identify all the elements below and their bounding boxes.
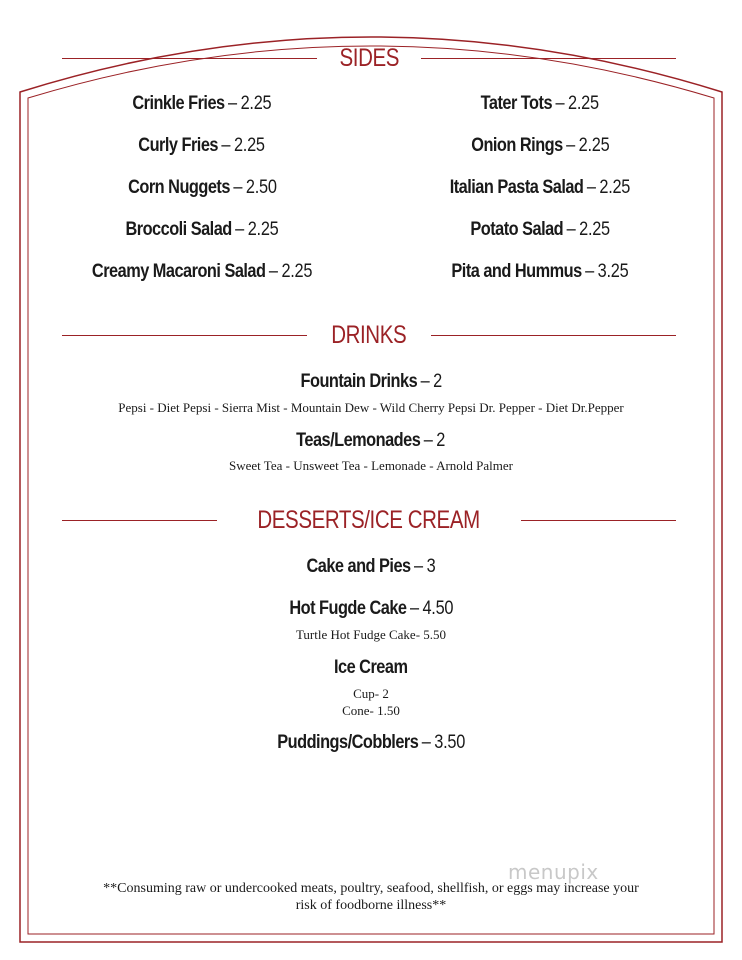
menu-item-corn-nuggets	[30, 177, 374, 199]
item-dash: –	[414, 556, 424, 577]
item-name: Creamy Macaroni Salad	[91, 261, 266, 282]
item-name: Broccoli Salad	[125, 219, 232, 240]
item-dash: –	[268, 261, 278, 282]
item-name: Teas/Lemonades	[296, 430, 421, 451]
item-price: 2.25	[578, 219, 610, 240]
sides-header	[62, 44, 676, 73]
item-dash: –	[409, 598, 419, 619]
item-dash: –	[228, 93, 238, 114]
item-name: Potato Salad	[470, 219, 564, 240]
food-safety-disclaimer	[60, 880, 682, 914]
item-name: Italian Pasta Salad	[449, 177, 584, 198]
item-dash: –	[585, 261, 595, 282]
menu-item-teas-lemonades	[0, 430, 742, 452]
menu-item-pita-and-hummus	[368, 261, 712, 283]
item-name: Puddings/Cobblers	[277, 732, 419, 753]
item-price: 2.50	[245, 177, 277, 198]
item-price: 2.25	[599, 177, 631, 198]
menu-item-fountain-drinks	[0, 371, 742, 393]
menu-item-creamy-macaroni-salad	[30, 261, 374, 283]
sides-title: SIDES	[339, 44, 399, 72]
item-price: 3	[426, 556, 436, 577]
menu-item-puddings-cobblers	[0, 732, 742, 754]
disclaimer-line-2: risk of foodborne illness**	[295, 898, 447, 913]
item-name: Hot Fugde Cake	[289, 598, 407, 619]
item-price: 2.25	[578, 135, 610, 156]
item-price: 4.50	[422, 598, 453, 619]
item-dash: –	[221, 135, 232, 156]
item-dash: –	[566, 219, 576, 240]
item-name: Fountain Drinks	[300, 371, 417, 392]
menu-item-onion-rings	[368, 135, 712, 157]
menu-item-tater-tots	[368, 93, 712, 115]
item-dash: –	[424, 430, 434, 451]
desserts-header	[62, 506, 676, 535]
menu-item-hot-fudge-cake	[0, 598, 742, 620]
item-name: Tater Tots	[480, 93, 553, 114]
item-name: Cake and Pies	[306, 556, 411, 577]
ice-cream-cone-price: Cone- 1.50	[342, 703, 400, 718]
item-dash: –	[420, 371, 430, 392]
menu-item-potato-salad	[368, 219, 712, 241]
menupix-watermark: menupix	[508, 860, 599, 884]
item-name: Crinkle Fries	[132, 93, 225, 114]
item-dash: –	[565, 135, 575, 156]
item-price: 2.25	[240, 93, 272, 114]
disclaimer-line-1: **Consuming raw or undercooked meats, poultry, seafood, shellfish, or eggs may increase your	[103, 881, 639, 896]
menu-item-ice-cream	[0, 657, 742, 679]
item-price: 3.25	[597, 261, 629, 282]
item-name: Ice Cream	[334, 657, 408, 678]
item-price: 2.25	[234, 135, 266, 156]
divider-left	[62, 58, 317, 60]
menu-item-broccoli-salad	[30, 219, 374, 241]
teas-lemonades-detail: Sweet Tea - Unsweet Tea - Lemonade - Arnold Palmer	[229, 458, 513, 473]
item-dash: –	[235, 219, 245, 240]
item-name: Pita and Hummus	[451, 261, 582, 282]
menu-item-curly-fries	[30, 135, 374, 157]
fountain-drinks-detail: Pepsi - Diet Pepsi - Sierra Mist - Mountain Dew - Wild Cherry Pepsi Dr. Pepper - Diet Dr.Pepper	[118, 400, 624, 415]
item-name: Corn Nuggets	[127, 177, 230, 198]
item-name: Curly Fries	[138, 135, 219, 156]
item-price: 2.25	[568, 93, 600, 114]
menu-item-cake-and-pies	[0, 556, 742, 578]
drinks-title: DRINKS	[331, 321, 407, 349]
item-name: Onion Rings	[470, 135, 563, 156]
menu-item-italian-pasta-salad	[368, 177, 712, 199]
divider-right	[421, 58, 676, 60]
item-price: 2	[432, 371, 442, 392]
item-price: 2	[436, 430, 446, 451]
ice-cream-cup-price: Cup- 2	[353, 686, 389, 701]
hot-fudge-cake-detail: Turtle Hot Fudge Cake- 5.50	[295, 627, 447, 642]
item-price: 2.25	[281, 261, 313, 282]
divider-right	[431, 335, 676, 337]
item-price: 3.50	[434, 732, 465, 753]
menu-item-crinkle-fries	[30, 93, 374, 115]
item-dash: –	[232, 177, 243, 198]
item-dash: –	[586, 177, 597, 198]
divider-right	[521, 520, 676, 522]
drinks-header	[62, 321, 676, 350]
divider-left	[62, 520, 217, 522]
item-dash: –	[555, 93, 565, 114]
desserts-title: DESSERTS/ICE CREAM	[257, 506, 481, 534]
item-price: 2.25	[247, 219, 279, 240]
item-dash: –	[421, 732, 431, 753]
divider-left	[62, 335, 307, 337]
